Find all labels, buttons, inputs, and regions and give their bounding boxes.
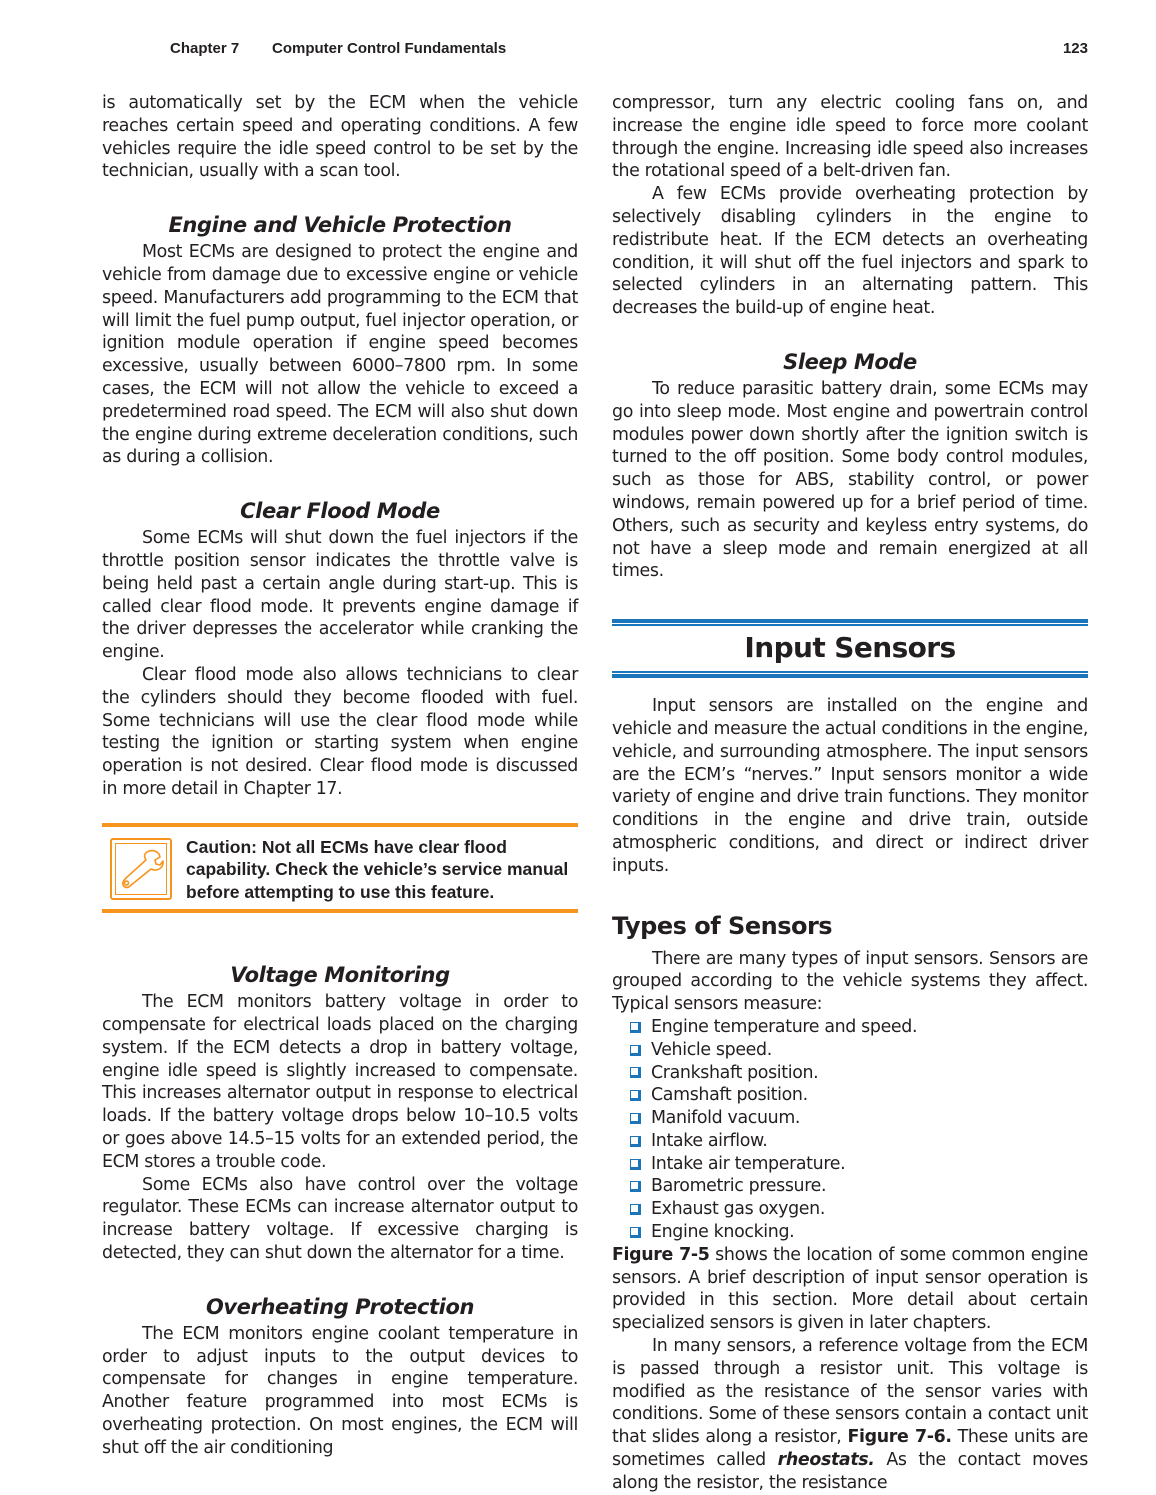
paragraph: Input sensors are installed on the engine and vehicle and measure the actual conditions in the engine, vehicle, and surrounding atmosphere. The input sensors are the ECM’s “nerves.” Input sensors monitor a wide variety of engine and drive train functions. They monitor conditions in the engine and drive train, outside atmospheric conditions, and direct or indirect driver inputs.: [612, 696, 1088, 876]
paragraph: A few ECMs provide overheating protection by selectively disabling cylinders in the engine to redistribute heat. If the ECM detects an overheating condition, it will shut off the fuel injectors and spark to selected cylinders in an alternating pattern. This decreases the build-up of engine heat.: [612, 184, 1088, 319]
heading-engine-protection: Engine and Vehicle Protection: [168, 213, 512, 238]
checkbox-icon: [630, 1090, 641, 1101]
right-column: [612, 92, 1088, 1495]
paragraph: The ECM monitors engine coolant temperature in order to adjust inputs to the output devices to compensate for changes in engine temperature. Another feature programmed into most ECMs is overheating protection. On most engines, the ECM will shut off the air conditioning: [102, 1323, 578, 1458]
list-item: Manifold vacuum.: [630, 1107, 1088, 1130]
paragraph: In many sensors, a reference voltage from the ECM is passed through a resistor unit. This voltage is modified as the resistance of the sensor varies with conditions. Some of these sensors contain a contact unit that slides along a resistor, Figure 7-6. These units are sometimes called rheostats. As the contact moves along the resistor, the resistance: [612, 1336, 1088, 1493]
figure-ref-7-6[interactable]: Figure 7-6.: [847, 1427, 952, 1448]
figure-ref-7-5[interactable]: Figure 7-5: [612, 1244, 710, 1265]
checkbox-icon: [630, 1204, 641, 1215]
paragraph: Some ECMs also have control over the voltage regulator. These ECMs can increase alternator output to increase battery voltage. If excessive charging is detected, they can shut down the alternator for a time.: [102, 1174, 578, 1263]
heading-rule-bottom: [612, 671, 1088, 677]
running-head: [170, 40, 1088, 57]
list-item: Crankshaft position.: [630, 1062, 1088, 1085]
caution-text: Caution: Not all ECMs have clear flood capability. Check the vehicle’s service manual before attempting to use this feature.: [186, 836, 569, 902]
checkbox-icon: [630, 1022, 641, 1033]
paragraph: Some ECMs will shut down the fuel injectors if the throttle position sensor indicates the throttle valve is being held past a certain angle during start-up. This is called clear flood mode. It prevents engine damage if the driver depresses the accelerator while cranking the engine.: [102, 528, 578, 663]
paragraph: The ECM monitors battery voltage in order to compensate for electrical loads placed on the charging system. If the ECM detects a drop in battery voltage, engine idle speed is slightly increased to compensate. This increases alternator output in response to electrical loads. If the battery voltage drops below 10–10.5 volts or goes above 14.5–15 volts for an extended period, the ECM stores a trouble code.: [102, 992, 578, 1172]
chapter-title: Computer Control Fundamentals: [272, 40, 507, 57]
wrench-icon-glyph: [116, 844, 166, 894]
paragraph: There are many types of input sensors. Sensors are grouped according to the vehicle systems they affect. Typical sensors measure:: [612, 948, 1088, 1015]
section-heading-input-sensors: [612, 607, 1088, 687]
list-item: Exhaust gas oxygen.: [630, 1198, 1088, 1221]
sensor-list: [612, 1016, 1088, 1244]
checkbox-icon: [630, 1067, 641, 1078]
checkbox-icon: [630, 1227, 641, 1238]
list-item: Intake airflow.: [630, 1130, 1088, 1153]
paragraph: Figure 7-5 shows the location of some common engine sensors. A brief description of input sensor operation is provided in this section. More detail about certain specialized sensors is given in later chapters.: [612, 1244, 1089, 1334]
page-number: 123: [1062, 40, 1088, 57]
heading-types-of-sensors: Types of Sensors: [612, 911, 833, 940]
heading-input-sensors: Input Sensors: [744, 631, 956, 665]
list-item: Vehicle speed.: [630, 1039, 1088, 1062]
paragraph: compressor, turn any electric cooling fans on, and increase the engine idle speed to force more coolant through the engine. Increasing idle speed also increases the rotational speed of a belt-driven fan.: [612, 93, 1088, 182]
checkbox-icon: [630, 1159, 641, 1170]
caution-box: [102, 823, 578, 914]
list-item: Barometric pressure.: [630, 1175, 1088, 1198]
heading-sleep-mode: Sleep Mode: [783, 349, 917, 374]
list-item: Camshaft position.: [630, 1084, 1088, 1107]
checkbox-icon: [630, 1136, 641, 1147]
list-item: Engine temperature and speed.: [630, 1016, 1088, 1039]
checkbox-icon: [630, 1181, 641, 1192]
heading-clear-flood: Clear Flood Mode: [240, 499, 440, 524]
left-column: [102, 92, 578, 1460]
checkbox-icon: [630, 1045, 641, 1056]
chapter-label: Chapter 7: [170, 40, 240, 57]
heading-voltage-monitoring: Voltage Monitoring: [230, 963, 450, 988]
heading-rule-top: [612, 619, 1088, 625]
intro-paragraph: is automatically set by the ECM when the vehicle reaches certain speed and operating conditions. A few vehicles require the idle speed control to be set by the technician, usually with a scan tool.: [102, 93, 578, 182]
paragraph: Most ECMs are designed to protect the engine and vehicle from damage due to excessive engine or vehicle speed. Manufacturers add programming to the ECM that will limit the fuel pump output, fuel injector operation, or ignition module operation if engine speed becomes excessive, usually between 6000–7800 rpm. In some cases, the ECM will not allow the vehicle to exceed a predetermined road speed. The ECM will also shut down the engine during extreme deceleration conditions, such as during a collision.: [102, 242, 578, 468]
paragraph: Clear flood mode also allows technicians to clear the cylinders should they become flooded with fuel. Some technicians will use the clear flood mode while testing the ignition or starting system when engine operation is not desired. Clear flood mode is discussed in more detail in Chapter 17.: [102, 664, 578, 799]
term-rheostats: rheostats.: [777, 1450, 875, 1471]
list-item: Intake air temperature.: [630, 1153, 1088, 1176]
paragraph: To reduce parasitic battery drain, some ECMs may go into sleep mode. Most engine and powertrain control modules power down shortly after the ignition switch is turned to the off position. Some body control modules, such as those for ABS, stability control, or power windows, remain powered up for a brief period of time. Others, such as security and keyless entry systems, do not have a sleep mode and remain energized at all times.: [612, 378, 1088, 582]
wrench-icon: [110, 838, 172, 900]
list-item: Engine knocking.: [630, 1221, 1088, 1244]
checkbox-icon: [630, 1113, 641, 1124]
heading-overheating-protection: Overheating Protection: [205, 1294, 475, 1319]
